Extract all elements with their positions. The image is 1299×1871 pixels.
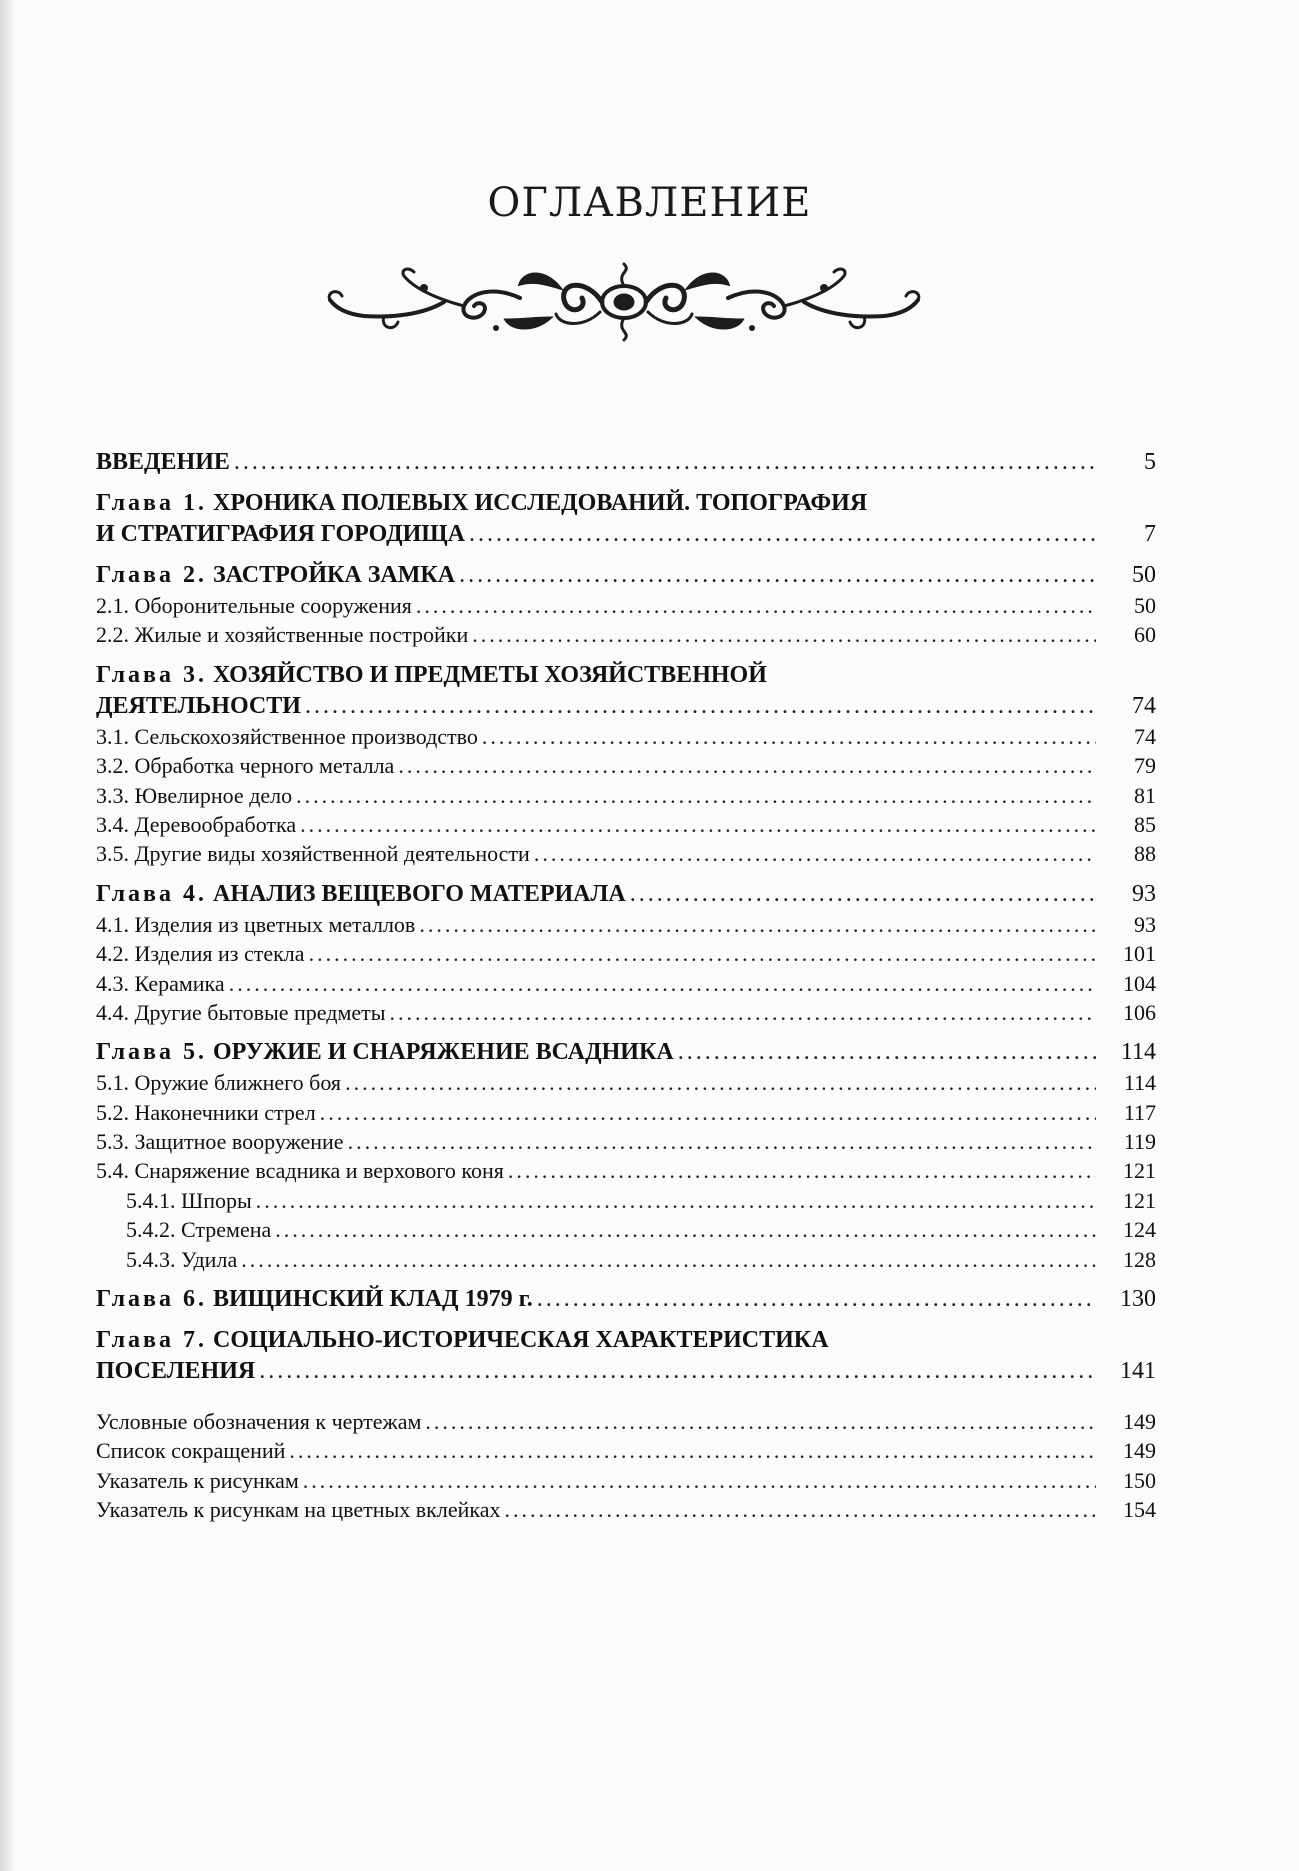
toc-page-number: 121	[1123, 1187, 1156, 1213]
toc-section-2-2[interactable]	[96, 620, 1156, 649]
toc-page-number: 7	[1144, 521, 1156, 547]
chapter-title-continued: И СТРАТИГРАФИЯ ГОРОДИЩА	[96, 521, 465, 547]
page-title: ОГЛАВЛЕНИЕ	[487, 180, 812, 226]
subsection-title: 5.4.3. Удила	[126, 1246, 238, 1272]
leader-dots	[416, 591, 1096, 620]
leader-dots	[296, 781, 1096, 810]
toc-appendix-legend[interactable]	[96, 1407, 1156, 1436]
chapter-label: Глава 2.	[96, 562, 207, 588]
leader-dots	[348, 1127, 1096, 1156]
leader-dots	[256, 1186, 1096, 1215]
toc-subsection-5-4-3[interactable]	[96, 1245, 1156, 1274]
table-of-contents	[96, 447, 1156, 1525]
toc-section-4-4[interactable]	[96, 998, 1156, 1027]
leader-dots	[678, 1037, 1096, 1068]
section-title: 4.4. Другие бытовые предметы	[96, 999, 386, 1025]
leader-dots	[309, 939, 1096, 968]
leader-dots	[534, 839, 1096, 868]
chapter-title: ВИЩИНСКИЙ КЛАД 1979 г.	[213, 1286, 533, 1313]
toc-page-number: 50	[1134, 593, 1156, 618]
section-title: 2.2. Жилые и хозяйственные постройки	[96, 622, 469, 648]
leader-dots	[229, 969, 1096, 998]
toc-subsection-5-4-1[interactable]	[96, 1186, 1156, 1215]
section-title: 3.2. Обработка черного металла	[96, 753, 395, 779]
leader-dots	[305, 691, 1096, 722]
toc-appendix-abbreviations[interactable]	[96, 1436, 1156, 1465]
toc-section-3-2[interactable]	[96, 751, 1156, 780]
section-title: 3.5. Другие виды хозяйственной деятельности	[96, 841, 530, 867]
toc-appendix-figures-index[interactable]	[96, 1466, 1156, 1495]
appendix-title: Указатель к рисункам	[96, 1467, 299, 1493]
section-title: 3.1. Сельскохозяйственное производство	[96, 723, 478, 749]
page-edge-shadow	[0, 0, 14, 1871]
chapter-label: Глава 4.	[96, 880, 207, 907]
chapter-label: Глава 6.	[96, 1286, 207, 1313]
chapter-title: ХРОНИКА ПОЛЕВЫХ ИССЛЕДОВАНИЙ. ТОПОГРАФИЯ	[213, 490, 868, 516]
toc-chapter-1-line2[interactable]	[96, 519, 1156, 550]
leader-dots	[537, 1284, 1096, 1315]
toc-page-number: 149	[1123, 1409, 1156, 1435]
toc-page-number: 117	[1123, 1099, 1156, 1125]
toc-section-5-2[interactable]	[96, 1098, 1156, 1127]
toc-page-number: 50	[1132, 562, 1156, 588]
appendix-title: Указатель к рисункам на цветных вклейках	[96, 1497, 501, 1523]
leader-dots	[508, 1156, 1096, 1185]
toc-chapter-7-line1[interactable]	[96, 1325, 1156, 1356]
toc-page-number: 74	[1134, 723, 1156, 749]
chapter-label: Глава 1.	[96, 490, 207, 516]
chapter-label: Глава 3.	[96, 661, 207, 688]
toc-chapter-6[interactable]	[96, 1284, 1156, 1315]
chapter-title-continued: ПОСЕЛЕНИЯ	[96, 1358, 256, 1385]
leader-dots	[320, 1098, 1096, 1127]
toc-page-number: 79	[1134, 753, 1156, 779]
section-title: 2.1. Оборонительные сооружения	[96, 593, 412, 618]
toc-page-number: 104	[1123, 970, 1156, 996]
toc-chapter-5[interactable]	[96, 1037, 1156, 1068]
toc-page-number: 74	[1132, 692, 1156, 719]
leader-dots	[459, 560, 1096, 591]
toc-page-number: 119	[1123, 1129, 1156, 1155]
leader-dots	[259, 1356, 1096, 1387]
section-title: 3.3. Ювелирное дело	[96, 782, 293, 808]
toc-page-number: 154	[1123, 1497, 1156, 1523]
toc-page-number: 106	[1123, 999, 1156, 1025]
leader-dots	[303, 1466, 1096, 1495]
appendix-title: Список сокращений	[96, 1438, 286, 1464]
section-title: 5.4. Снаряжение всадника и верхового коня	[96, 1158, 504, 1184]
leader-dots	[425, 1407, 1096, 1436]
toc-subsection-5-4-2[interactable]	[96, 1215, 1156, 1244]
toc-page-number: 93	[1134, 911, 1156, 937]
toc-page-number: 81	[1134, 782, 1156, 808]
toc-page-number: 5	[1144, 449, 1156, 475]
section-title: 3.4. Деревообработка	[96, 811, 297, 837]
leader-dots	[419, 910, 1096, 939]
toc-page-number: 130	[1120, 1286, 1156, 1313]
toc-section-5-4[interactable]	[96, 1156, 1156, 1185]
toc-chapter-3-line2[interactable]	[96, 691, 1156, 722]
leader-dots	[241, 1245, 1096, 1274]
toc-page-number: 128	[1123, 1246, 1156, 1272]
toc-section-5-3[interactable]	[96, 1127, 1156, 1156]
toc-chapter-7-line2[interactable]	[96, 1356, 1156, 1387]
toc-page-number: 114	[1123, 1070, 1156, 1096]
leader-dots	[289, 1436, 1096, 1465]
leader-dots	[472, 620, 1096, 649]
leader-dots	[505, 1495, 1096, 1524]
toc-page-number: 85	[1134, 811, 1156, 837]
toc-chapter-4[interactable]	[96, 879, 1156, 910]
toc-chapter-2[interactable]	[96, 560, 1156, 591]
toc-section-4-2[interactable]	[96, 939, 1156, 968]
toc-page-number: 141	[1120, 1358, 1156, 1385]
section-title: 4.3. Керамика	[96, 970, 225, 996]
toc-section-3-1[interactable]	[96, 722, 1156, 751]
section-title: 5.3. Защитное вооружение	[96, 1129, 344, 1155]
leader-dots	[398, 751, 1096, 780]
chapter-title: ОРУЖИЕ И СНАРЯЖЕНИЕ ВСАДНИКА	[213, 1039, 674, 1066]
subsection-title: 5.4.1. Шпоры	[126, 1187, 252, 1213]
toc-section-3-5[interactable]	[96, 839, 1156, 868]
toc-page-number: 60	[1134, 622, 1156, 648]
toc-section-3-3[interactable]	[96, 781, 1156, 810]
toc-section-3-4[interactable]	[96, 810, 1156, 839]
leader-dots	[300, 810, 1096, 839]
decorative-scroll-ornament-icon	[324, 258, 924, 348]
toc-chapter-1-line1[interactable]	[96, 488, 1156, 519]
toc-page-number: 150	[1123, 1467, 1156, 1493]
leader-dots	[234, 447, 1096, 478]
toc-entry-intro[interactable]	[96, 447, 1156, 478]
section-title: 4.1. Изделия из цветных металлов	[96, 911, 416, 937]
leader-dots	[482, 722, 1096, 751]
toc-section-4-3[interactable]	[96, 969, 1156, 998]
section-title: 5.2. Наконечники стрел	[96, 1099, 316, 1125]
toc-page-number: 93	[1132, 880, 1156, 907]
toc-page-number: 124	[1123, 1217, 1156, 1243]
leader-dots	[630, 879, 1096, 910]
chapter-title: АНАЛИЗ ВЕЩЕВОГО МАТЕРИАЛА	[213, 880, 626, 907]
leader-dots	[390, 998, 1096, 1027]
leader-dots	[345, 1068, 1096, 1097]
toc-page-number: 121	[1123, 1158, 1156, 1184]
leader-dots	[469, 519, 1096, 550]
toc-section-5-1[interactable]	[96, 1068, 1156, 1097]
chapter-label: Глава 5.	[96, 1039, 207, 1066]
toc-page-number: 101	[1123, 941, 1156, 967]
chapter-title: СОЦИАЛЬНО-ИСТОРИЧЕСКАЯ ХАРАКТЕРИСТИКА	[213, 1327, 829, 1354]
toc-page-number: 114	[1120, 1039, 1156, 1066]
toc-appendix-color-plates-index[interactable]	[96, 1495, 1156, 1524]
section-title: 5.1. Оружие ближнего боя	[96, 1070, 342, 1096]
toc-chapter-3-line1[interactable]	[96, 660, 1156, 691]
appendix-title: Условные обозначения к чертежам	[96, 1409, 422, 1435]
chapter-title-continued: ДЕЯТЕЛЬНОСТИ	[96, 692, 301, 719]
toc-page-number: 149	[1123, 1438, 1156, 1464]
toc-title: ВВЕДЕНИЕ	[96, 449, 230, 475]
subsection-title: 5.4.2. Стремена	[126, 1217, 272, 1243]
chapter-title: ЗАСТРОЙКА ЗАМКА	[213, 562, 456, 588]
leader-dots	[275, 1215, 1096, 1244]
section-title: 4.2. Изделия из стекла	[96, 941, 305, 967]
toc-page-number: 88	[1134, 841, 1156, 867]
toc-section-2-1[interactable]	[96, 591, 1156, 620]
toc-section-4-1[interactable]	[96, 910, 1156, 939]
chapter-label: Глава 7.	[96, 1327, 207, 1354]
chapter-title: ХОЗЯЙСТВО И ПРЕДМЕТЫ ХОЗЯЙСТВЕННОЙ	[213, 661, 767, 688]
